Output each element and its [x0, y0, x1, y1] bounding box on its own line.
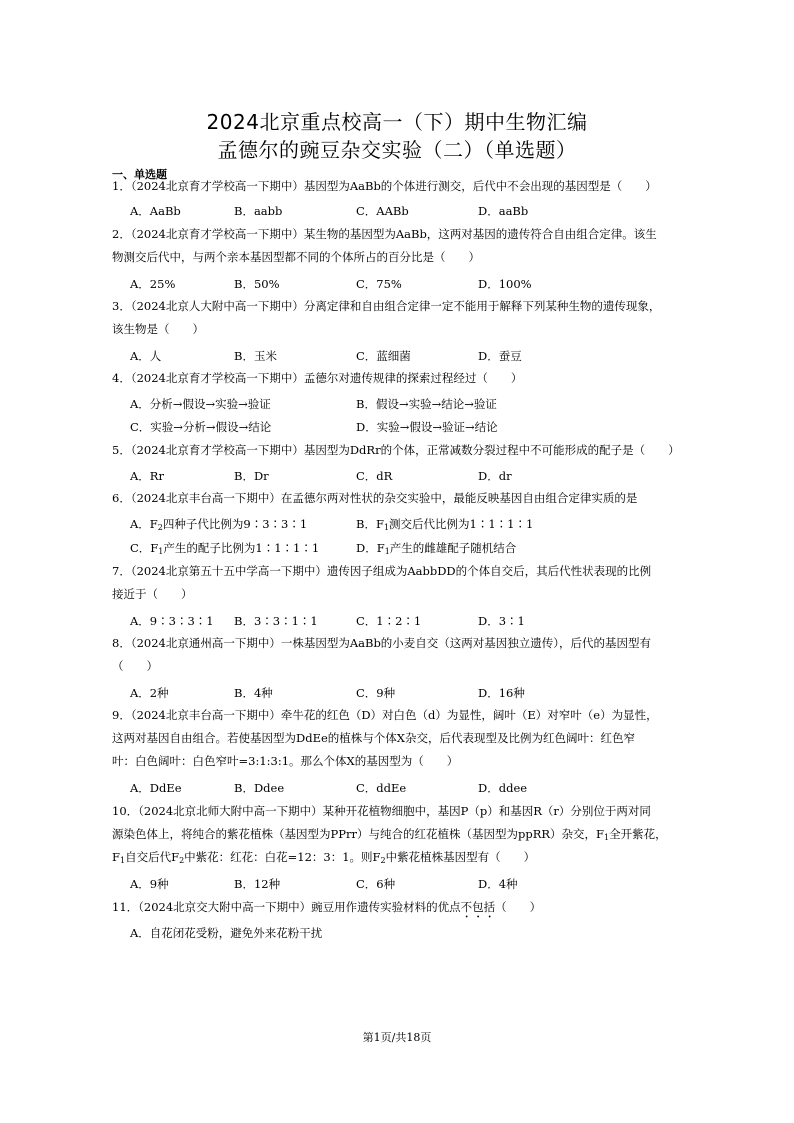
question-9-stem-line-1: 9．（2024北京丰台高一下期中）牵牛花的红色（D）对白色（d）为显性，阔叶（E）对窄叶（e）为显性， — [112, 708, 658, 722]
option-a: A．25% — [130, 277, 176, 291]
option-a: A．9∶3∶3∶1 — [130, 614, 214, 628]
option-b: B．4种 — [234, 686, 273, 700]
option-d: D．3∶1 — [478, 614, 525, 628]
question-4-options-row-1 — [130, 396, 690, 418]
question-1-stem: 1．（2024北京育才学校高一下期中）基因型为AaBb的个体进行测交，后代中不会出现的基因型是（ ） — [112, 179, 657, 193]
question-11-options — [130, 925, 690, 947]
option-c: C．实验→分析→假设→结论 — [130, 420, 272, 434]
question-4-options-row-2 — [130, 419, 690, 441]
question-7-stem-line-1: 7．（2024北京第五十五中学高一下期中）遗传因子组成为AabbDD的个体自交后，其后代性状表现的比例 — [112, 564, 652, 578]
question-11-stem: 11．（2024北京交大附中高一下期中）豌豆用作遗传实验材料的优点不包括（ ） — [112, 900, 542, 914]
option-a: A．AaBb — [130, 204, 181, 218]
option-a: A．$F_2$四种子代比例为9∶3∶3∶1 — [130, 517, 308, 532]
option-d: D．$F_1$产生的雌雄配子随机结合 — [356, 541, 517, 556]
option-d: D．dr — [478, 469, 512, 483]
option-a: A．分析→假设→实验→验证 — [130, 397, 271, 411]
question-2-stem-line-2: 物测交后代中，与两个亲本基因型都不同的个体所占的百分比是（ ） — [112, 250, 480, 264]
option-a: A．自花闭花受粉，避免外来花粉干扰 — [130, 926, 323, 940]
question-6-options-row-2 — [130, 540, 690, 562]
option-b: B．玉米 — [234, 349, 277, 363]
question-10-stem-line-1: 10．（2024北京北师大附中高一下期中）某种开花植物细胞中，基因P（p）和基因R（r）分别位于两对同 — [112, 804, 651, 818]
option-c: C．9种 — [356, 686, 396, 700]
option-c: C．dR — [356, 469, 393, 483]
option-d: D．100% — [478, 277, 532, 291]
option-c: C．ddEe — [356, 781, 407, 795]
option-a: A．2种 — [130, 686, 169, 700]
document-subtitle: 孟德尔的豌豆杂交实验（二）（单选题） — [217, 138, 577, 162]
option-b: B．12种 — [234, 877, 281, 891]
question-8-stem-line-1: 8．（2024北京通州高一下期中）一株基因型为AaBb的小麦自交（这两对基因独立遗传），后代的基因型有 — [112, 636, 652, 650]
option-c: C．1∶2∶1 — [356, 614, 422, 628]
question-10-stem-line-3: $F_1$自交后代$F_2$中紫花：红花：白花=12：3：1。则$F_2$中紫花植株基因型有（ ） — [112, 850, 536, 865]
question-9-stem-line-3: 叶：白色阔叶：白色窄叶=3:1:3:1。那么个体X的基因型为（ ） — [112, 754, 459, 768]
question-10-options — [130, 876, 690, 898]
option-d: D．4种 — [478, 877, 518, 891]
option-c: C．蓝细菌 — [356, 349, 411, 363]
option-c: C．6种 — [356, 877, 396, 891]
question-10-stem-line-2: 源染色体上，将纯合的紫花植株（基因型为PPrr）与纯合的红花植株（基因型为ppRR）杂交，$F_1$全开紫花， — [112, 827, 667, 842]
option-b: B．$F_1$测交后代比例为1∶1∶1∶1 — [356, 517, 534, 532]
option-a: A．人 — [130, 349, 162, 363]
option-b: B．Dr — [234, 469, 269, 483]
option-b: B．假设→实验→结论→验证 — [356, 397, 497, 411]
option-b: B．50% — [234, 277, 280, 291]
question-9-stem-line-2: 这两对基因自由组合。若使基因型为DdEe的植株与个体X杂交，后代表现型及比例为红色阔叶：红色窄 — [112, 731, 635, 745]
emphasized-text: 不包括 — [460, 900, 496, 914]
question-5-stem: 5．（2024北京育才学校高一下期中）基因型为DdRr的个体，正常减数分裂过程中不可能形成的配子是（ ） — [112, 443, 680, 457]
option-b: B．3∶3∶1∶1 — [234, 614, 318, 628]
question-6-stem: 6．（2024北京丰台高一下期中）在孟德尔两对性状的杂交实验中，最能反映基因自由组合定律实质的是 — [112, 491, 638, 505]
section-heading: 一、单选题 — [112, 168, 167, 181]
option-d: D．实验→假设→验证→结论 — [356, 420, 498, 434]
option-b: B．aabb — [234, 204, 283, 218]
document-title: 2024北京重点校高一（下）期中生物汇编 — [206, 110, 588, 134]
option-a: A．DdEe — [130, 781, 182, 795]
page-footer: 第1页/共18页 — [362, 1031, 432, 1044]
option-a: A．Rr — [130, 469, 164, 483]
option-c: C．75% — [356, 277, 402, 291]
option-c: C．AABb — [356, 204, 409, 218]
question-1-options — [130, 203, 690, 225]
question-3-stem-line-2: 该生物是（ ） — [112, 322, 204, 336]
question-6-options-row-1 — [130, 516, 690, 538]
question-3-stem-line-1: 3．（2024北京人大附中高一下期中）分离定律和自由组合定律一定不能用于解释下列某种生物的遗传现象， — [112, 299, 661, 313]
option-a: A．9种 — [130, 877, 169, 891]
question-7-stem-line-2: 接近于（ ） — [112, 587, 193, 601]
option-c: C．$F_1$产生的配子比例为1∶1∶1∶1 — [130, 541, 320, 556]
option-d: D．aaBb — [478, 204, 529, 218]
question-9-options — [130, 780, 690, 802]
option-d: D．ddee — [478, 781, 528, 795]
option-b: B．Ddee — [234, 781, 285, 795]
question-4-stem: 4．（2024北京育才学校高一下期中）孟德尔对遗传规律的探索过程经过（ ） — [112, 371, 523, 385]
question-8-stem-line-2: （ ） — [112, 659, 158, 673]
option-d: D．蚕豆 — [478, 349, 522, 363]
option-d: D．16种 — [478, 686, 525, 700]
question-2-stem-line-1: 2．（2024北京育才学校高一下期中）某生物的基因型为AaBb，这两对基因的遗传符合自由组合定律。该生 — [112, 227, 657, 241]
